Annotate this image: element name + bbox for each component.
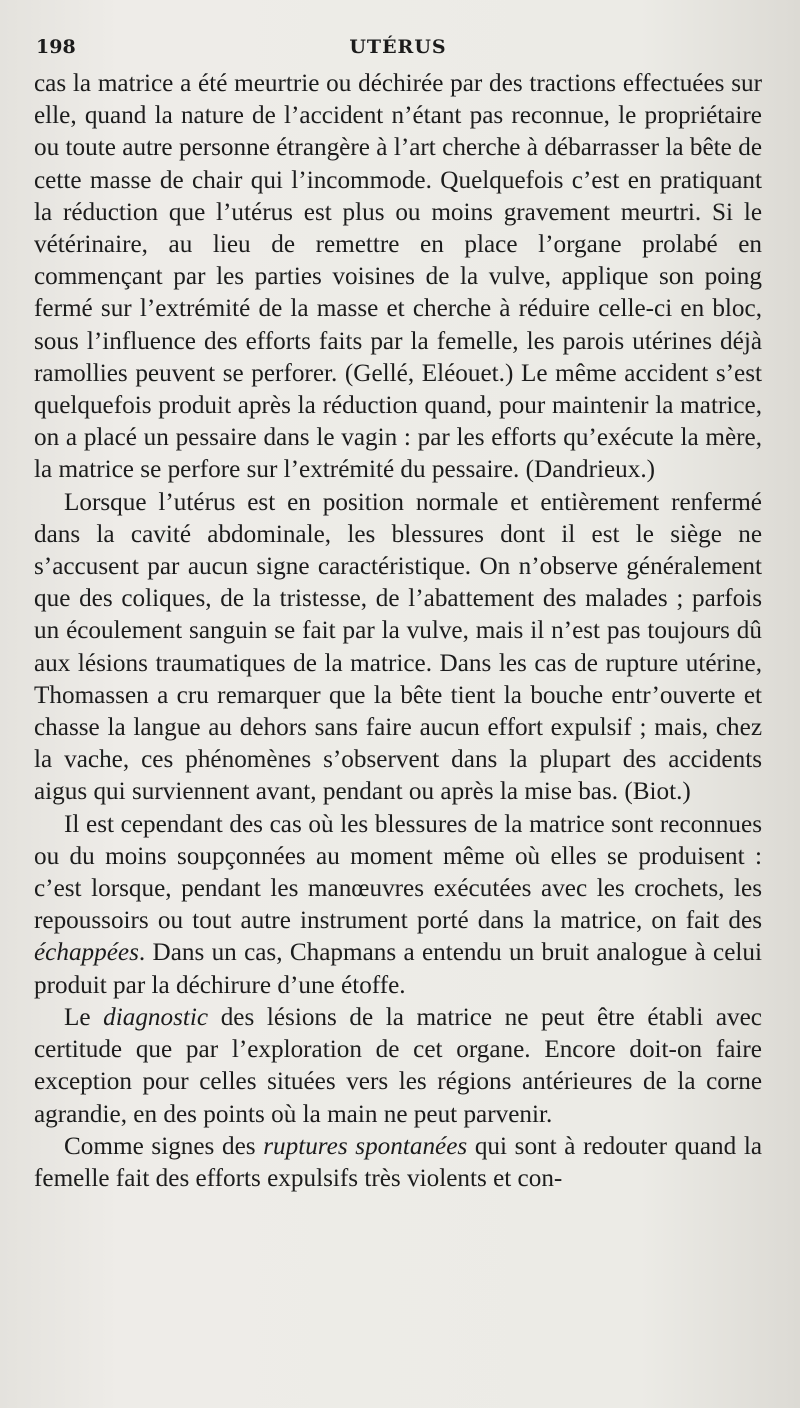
body-text xyxy=(34,68,762,1195)
paragraph-4-text-after: des lésions de la matrice ne peut être établi avec certitude que par l’exploration de cet organe. Encore doit-on faire exception pour celles situées vers les régions antérieures de la corne agrandie, en des points où la main ne peut parvenir. xyxy=(34,1003,762,1128)
paragraph-3-text-after: . Dans un cas, Chapmans a entendu un bruit analogue à celui produit par la déchirure d’une étoffe. xyxy=(34,939,762,999)
paragraph-4-text-before: Le xyxy=(64,1003,104,1031)
page-number: 198 xyxy=(36,36,76,58)
paragraph-5-text-after: qui sont à redouter quand la femelle fait des efforts expulsifs très violents et con- xyxy=(34,1132,762,1192)
paragraph-3-italic-term: échappées xyxy=(34,939,139,967)
running-title: UTÉRUS xyxy=(349,36,447,58)
paragraph-5 xyxy=(34,1131,762,1195)
paragraph-5-text-before: Comme signes des xyxy=(64,1132,264,1160)
paragraph-4 xyxy=(34,1002,762,1131)
paragraph-5-italic-term: ruptures spontanées xyxy=(263,1132,468,1160)
paragraph-2: Lorsque l’utérus est en position normale et entièrement renfermé dans la cavité abdominale, les blessures dont il est le siège ne s’accusent par aucun signe caractéristique. On n’observe généralement que des coliques, de la tristesse, de l’abattement des malades ; parfois un écoulement sanguin se fait par la vulve, mais il n’est pas toujours dû aux lésions traumatiques de la matrice. Dans les cas de rupture utérine, Thomassen a cru remarquer que la bête tient la bouche entr’ouverte et chasse la langue au dehors sans faire aucun effort expulsif ; mais, chez la vache, ces phénomènes s’observent dans la plupart des accidents aigus qui surviennent avant, pendant ou après la mise bas. (Biot.) xyxy=(34,488,762,806)
page-header xyxy=(34,30,762,68)
paragraph-4-italic-term: diagnostic xyxy=(103,1003,209,1031)
paragraph-1: cas la matrice a été meurtrie ou déchirée par des tractions effectuées sur elle, quand la nature de l’accident n’étant pas reconnue, le propriétaire ou toute autre personne étrangère à l’art cherche à débarrasser la bête de cette masse de chair qui l’incommode. Quelquefois c’est en pratiquant la réduction que l’utérus est plus ou moins gravement meurtri. Si le vétérinaire, au lieu de remettre en place l’organe prolabé en commençant par les parties voisines de la vulve, applique son poing fermé sur l’extrémité de la masse et cherche à réduire celle-ci en bloc, sous l’influence des efforts faits par la femelle, les parois utérines déjà ramollies peuvent se perforer. (Gellé, Eléouet.) Le même accident s’est quelquefois produit après la réduction quand, pour maintenir la matrice, on a placé un pessaire dans le vagin : par les efforts qu’exécute la mère, la matrice se perfore sur l’extrémité du pessaire. (Dandrieux.) xyxy=(34,70,762,484)
paragraph-3-text-before: Il est cependant des cas où les blessures de la matrice sont reconnues ou du moins soupçonnées au moment même où elles se produisent : c’est lorsque, pendant les manœuvres exécutées avec les crochets, les repoussoirs ou tout autre instrument porté dans la matrice, on fait des xyxy=(34,810,762,935)
paragraph-3 xyxy=(34,809,762,1002)
